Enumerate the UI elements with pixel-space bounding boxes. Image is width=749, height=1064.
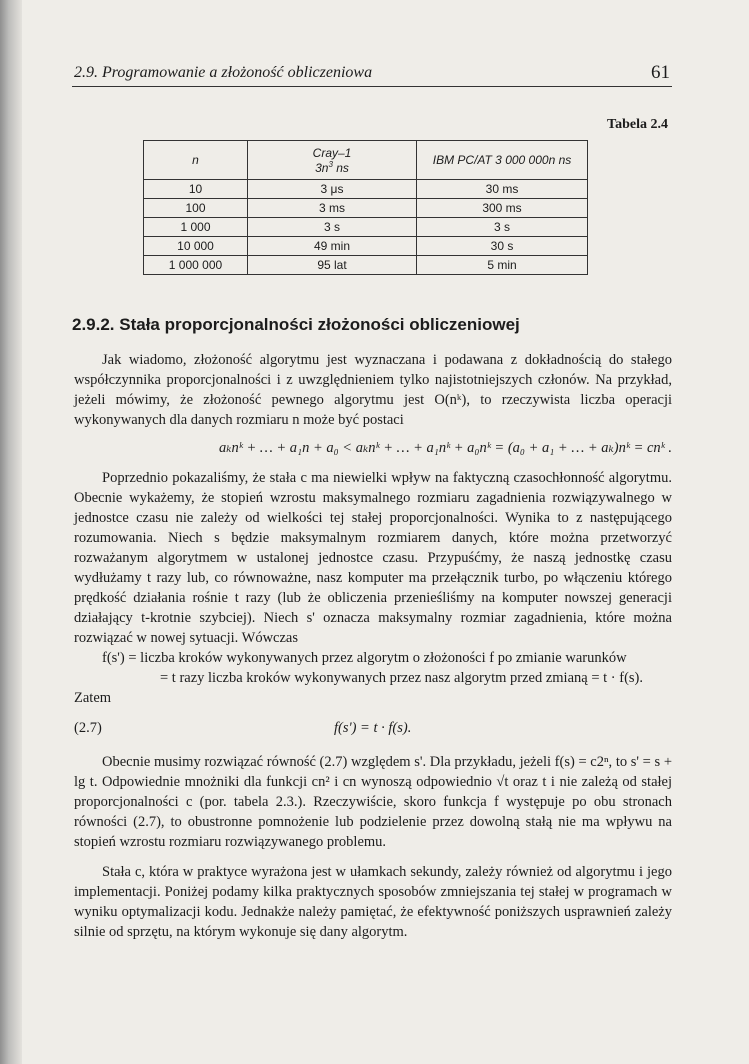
- header-cray-formula: $3n^3$ ns: [315, 159, 349, 175]
- cell-ibm: 3 s: [417, 218, 588, 237]
- body-text: [74, 350, 672, 942]
- cell-n: 1 000 000: [144, 256, 248, 275]
- table-row: [144, 218, 588, 237]
- header-ibm: IBM PC/AT 3 000 000n ns: [417, 141, 588, 180]
- cell-ibm: 30 s: [417, 237, 588, 256]
- header-cray: [248, 141, 417, 180]
- definition-line: = t razy liczba kroków wykonywanych przez nasz algorytm przed zmianą = t · f(s).: [160, 670, 643, 686]
- page-number: 61: [651, 62, 670, 83]
- paragraph-gap: [74, 852, 672, 862]
- book-spine-shadow: [0, 0, 22, 1064]
- cell-n: 1 000: [144, 218, 248, 237]
- header-cray-name: Cray–1: [312, 145, 352, 160]
- cell-ibm: 5 min: [417, 256, 588, 275]
- formula: aₖnᵏ + … + a₁n + a₀ < aₖnᵏ + … + a₁nᵏ + a₀nᵏ = (a₀ + a₁ + … + aₖ)nᵏ = cnᵏ .: [218, 440, 672, 456]
- definition-line: f(s') = liczba kroków wykonywanych przez algorytm o złożoności f po zmianie warunków: [102, 650, 627, 666]
- book-page: [72, 0, 672, 1064]
- section-heading: 2.9.2. Stała proporcjonalności złożoności obliczeniowej: [72, 315, 520, 334]
- cell-ibm: 300 ms: [417, 199, 588, 218]
- running-header: [72, 64, 672, 87]
- table-row: [144, 180, 588, 199]
- paragraph: Poprzednio pokazaliśmy, że stała c ma niewielki wpływ na faktyczną czasochłonność algorytmu. Obecnie wykażemy, że stopień wzrostu maksymalnego rozmiaru zagadnienia rozwiązywalnego w jednostce czasu nie zależy od wielkości tej stałej proporcjonalności. Wynika to z następującego rozumowania. Niech s będzie maksymalnym rozmiarem danych, które można przetworzyć rozważanym algorytmem w ustalonej jednostce czasu. Przypuśćmy, że naszą jednostkę czasu wydłużamy t razy lub, co równoważne, nasz komputer ma przełącznik turbo, po włączeniu którego prędkość działania rośnie t razy (lub że obliczenia przenieśliśmy na komputer nowszej generacji działający t-krotnie szybciej). Niech s' oznacza maksymalny rozmiar zagadnienia, które można rozwiązać w nowej sytuacji. Wówczas: [74, 470, 672, 646]
- equation-body: f(s') = t · f(s).: [334, 720, 412, 736]
- paragraph: Jak wiadomo, złożoność algorytmu jest wyznaczana i podawana z dokładnością do stałego współczynnika proporcjonalności i z uwzględnieniem tylko najistotniejszych członów. Na przykład, jeżeli mówimy, że złożoność pewnego algorytmu jest O(nᵏ), to rzeczywista liczba operacji wykonywanych dla danych rozmiaru n może być postaci: [74, 352, 672, 428]
- table-row: [144, 199, 588, 218]
- table-label: Tabela 2.4: [607, 117, 668, 132]
- paragraph: Stała c, która w praktyce wyrażona jest w ułamkach sekundy, zależy również od algorytmu i jego implementacji. Poniżej podamy kilka praktycznych sposobów zmniejszania tej stałej w programach w wyniku optymalizacji kodu. Jednakże należy pamiętać, że efektywność poniższych usprawnień zależy silnie od sprzętu, na którym wykonuje się dany algorytm.: [74, 864, 672, 940]
- cell-cray: 3 ms: [248, 199, 417, 218]
- table-row: [144, 237, 588, 256]
- cell-ibm: 30 ms: [417, 180, 588, 199]
- cell-n: 10: [144, 180, 248, 199]
- cell-cray: 49 min: [248, 237, 417, 256]
- table-header-row: [144, 141, 588, 180]
- comparison-table: [143, 140, 588, 275]
- cell-cray: 3 μs: [248, 180, 417, 199]
- definition: [74, 648, 672, 688]
- zatem-label: Zatem: [74, 690, 112, 706]
- equation-number: (2.7): [74, 720, 102, 736]
- cell-cray: 95 lat: [248, 256, 417, 275]
- cell-cray: 3 s: [248, 218, 417, 237]
- cell-n: 100: [144, 199, 248, 218]
- running-title: 2.9. Programowanie a złożoność obliczeniowa: [74, 64, 373, 81]
- cell-n: 10 000: [144, 237, 248, 256]
- equation: [74, 718, 672, 740]
- table-row: [144, 256, 588, 275]
- paragraph: Obecnie musimy rozwiązać równość (2.7) względem s'. Dla przykładu, jeżeli f(s) = c2ⁿ, to s' = s + lg t. Odpowiednie mnożniki dla funkcji cn² i cn wynoszą odpowiednio √t oraz t i nie zależą od stałej proporcjonalności c (por. tabela 2.3.). Rzeczywiście, skoro funkcja f występuje po obu stronach równości (2.7), to obustronne pomnożenie lub podzielenie przez dowolną stałą nie ma wpływu na stopień wzrostu rozmiaru rozwiązywanego problemu.: [74, 754, 672, 850]
- header-n: n: [144, 141, 248, 180]
